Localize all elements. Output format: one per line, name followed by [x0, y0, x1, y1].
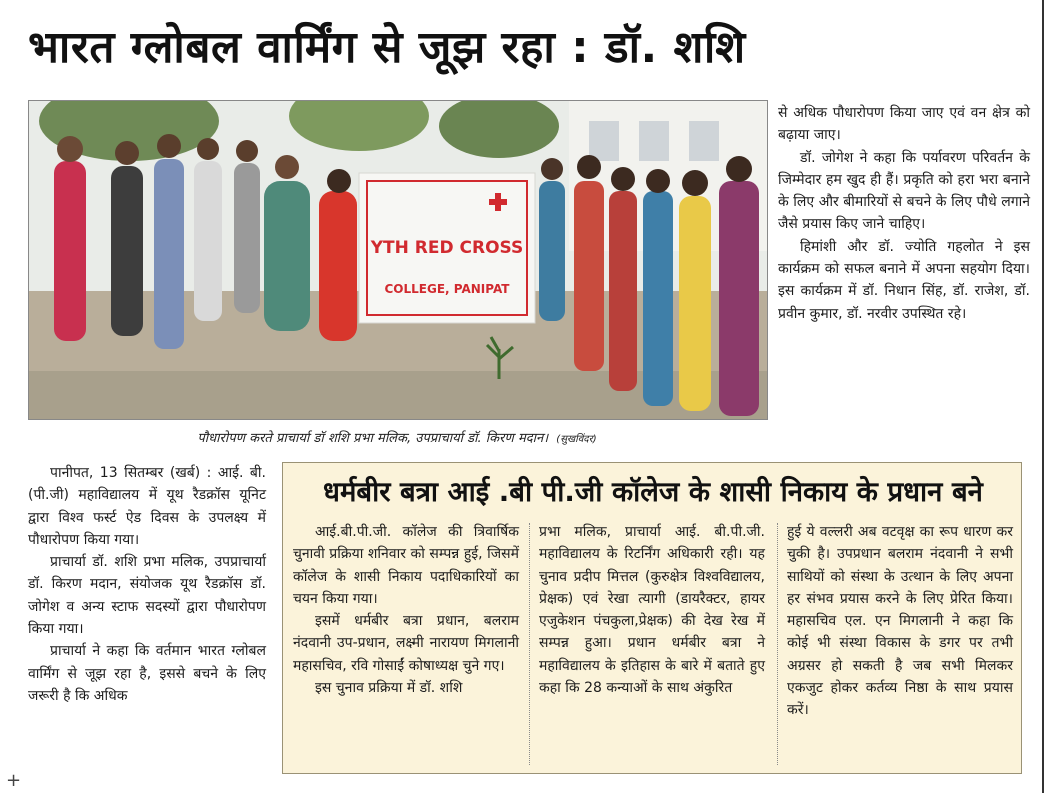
article-paragraph: से अधिक पौधारोपण किया जाए एवं वन क्षेत्र को बढ़ाया जाए।: [778, 105, 1030, 144]
boxed-news-item: [282, 462, 1022, 774]
banner-line1: YTH RED CROSS: [370, 238, 524, 258]
plantation-photo-illustration: [29, 101, 767, 419]
photo-credit: (सुखविंदर): [556, 434, 597, 445]
article-paragraph: प्राचार्या ने कहा कि वर्तमान भारत ग्लोबल वार्मिंग से जूझ रहा है, इससे बचने के लिए जरूरी है कि अधिक: [28, 643, 266, 704]
article-paragraph: डॉ. जोगेश ने कहा कि पर्यावरण परिवर्तन के जिम्मेदार हम खुद ही हैं। प्रकृति को हरा भरा बनाने के लिए और बीमारियों से बचने के लिए पौधे लगाने जैसे प्रयास किए जाने चाहिए।: [778, 149, 1030, 233]
column-divider: [529, 523, 530, 765]
headline: भारत ग्लोबल वार्मिंग से जूझ रहा : डॉ. शशि: [28, 22, 746, 73]
photo-caption: [28, 426, 766, 452]
article-paragraph: हुई ये वल्लरी अब वटवृक्ष का रूप धारण कर चुकी है। उपप्रधान बलराम नंदवानी ने सभी साथियों को संस्था के उत्थान के लिए अपना हर संभव प्रयास करने के लिए प्रेरित किया। महासचिव एल. एन मिगलानी ने कहा कि कोई भी संस्था विकास के डगर पर तभी अग्रसर हो सकती है जब सभी मिलकर एकजुट होकर कर्तव्य निष्ठा के साथ प्रयास करें।: [787, 524, 1013, 719]
article-paragraph: इस चुनाव प्रक्रिया में डॉ. शशि: [315, 680, 463, 697]
article-paragraph: प्राचार्या डॉ. शशि प्रभा मलिक, उपप्राचार्या डॉ. किरण मदान, संयोजक यूथ रैडक्रॉस डॉ. जोगेश व अन्य स्टाफ सदस्यों द्वारा पौधारोपण किया गया।: [28, 554, 266, 638]
box-column-2: [539, 521, 765, 699]
article-paragraph: पानीपत, 13 सितम्बर (खर्ब) : आई. बी. (पी.जी) महाविद्यालय में यूथ रैडक्रॉस यूनिट द्वारा विश्व फर्स्ट ऐड दिवस के उपलक्ष्य में पौधारोपण किया गया।: [28, 465, 266, 548]
article-paragraph: हिमांशी और डॉ. ज्योति गहलोत ने इस कार्यक्रम को सफल बनाने में अपना सहयोग दिया। इस कार्यक्रम में डॉ. निधान सिंह, डॉ. राजेश, डॉ. प्रवीन कुमार, डॉ. नरवीर उपस्थित रहे।: [778, 238, 1030, 322]
page-edge-rule: [1042, 0, 1044, 793]
banner-line2: COLLEGE, PANIPAT: [384, 282, 510, 296]
box-column-1: [293, 521, 519, 699]
article-paragraph: आई.बी.पी.जी. कॉलेज की त्रिवार्षिक चुनावी प्रक्रिया शनिवार को सम्पन्न हुई, जिसमें कॉलेज के शासी निकाय पदाधिकारियों का चयन किया गया।: [293, 524, 519, 607]
crop-mark-icon: +: [6, 770, 22, 791]
box-column-3: [787, 521, 1013, 722]
article-paragraph: इसमें धर्मबीर बत्रा प्रधान, बलराम नंदवानी उप-प्रधान, लक्ष्मी नारायण मिगलानी महासचिव, रवि गोसाईं कोषाध्यक्ष चुने गए।: [293, 613, 519, 674]
article-paragraph: प्रभा मलिक, प्राचार्या आई. बी.पी.जी. महाविद्यालय के रिटर्निंग अधिकारी रही। यह चुनाव प्रदीप मित्तल (कुरुक्षेत्र विश्वविद्यालय, प्रेक्षक) एवं रेखा त्यागी (डायरैक्टर, हायर एजुकेशन पंचकुला,प्रेक्षक) की देख रेख में सम्पन्न हुआ। प्रधान धर्मबीर बत्रा ने महाविद्यालय के इतिहास के बारे में बताते हुए कहा कि 28 कन्याओं के साथ अंकुरित: [539, 524, 765, 697]
left-column-article: [28, 462, 266, 707]
column-divider: [777, 523, 778, 765]
right-column-article: [778, 102, 1030, 325]
box-headline: धर्मबीर बत्रा आई .बी पी.जी कॉलेज के शासी निकाय के प्रधान बने: [323, 476, 983, 508]
news-photo: [28, 100, 768, 420]
caption-text: पौधारोपण करते प्राचार्या डॉ शशि प्रभा मलिक, उपप्राचार्या डॉ. किरण मदान।: [197, 431, 549, 446]
